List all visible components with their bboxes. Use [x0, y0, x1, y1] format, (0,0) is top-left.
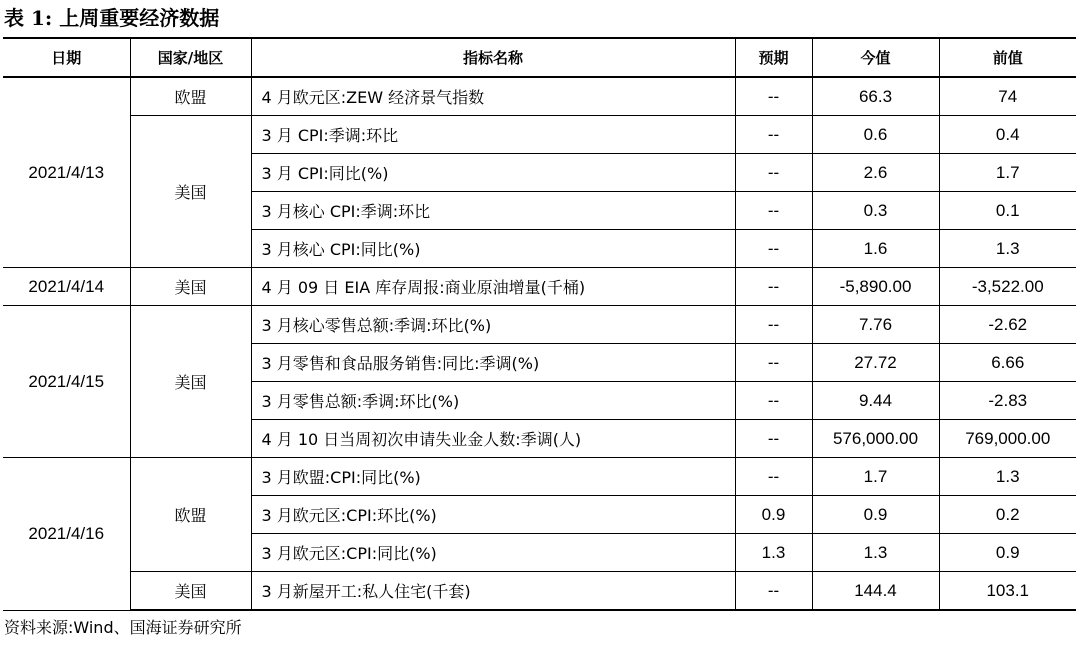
date-cell: 2021/4/14	[3, 268, 130, 306]
indicator-cell: 3 月核心零售总额:季调:环比(%)	[251, 306, 735, 344]
forecast-cell: --	[735, 116, 812, 154]
date-cell: 2021/4/16	[3, 458, 130, 611]
forecast-cell: --	[735, 420, 812, 458]
current-cell: 66.3	[812, 77, 939, 116]
economic-data-table	[3, 37, 1076, 611]
forecast-cell: --	[735, 382, 812, 420]
indicator-cell: 3 月零售总额:季调:环比(%)	[251, 382, 735, 420]
indicator-cell: 3 月欧元区:CPI:环比(%)	[251, 496, 735, 534]
region-cell: 欧盟	[130, 77, 251, 116]
previous-cell: -2.62	[939, 306, 1076, 344]
previous-cell: 1.7	[939, 154, 1076, 192]
table-row	[3, 458, 1076, 496]
forecast-cell: 1.3	[735, 534, 812, 572]
indicator-cell: 3 月核心 CPI:同比(%)	[251, 230, 735, 268]
indicator-cell: 3 月零售和食品服务销售:同比:季调(%)	[251, 344, 735, 382]
date-cell: 2021/4/13	[3, 77, 130, 268]
forecast-cell: 0.9	[735, 496, 812, 534]
forecast-cell: --	[735, 306, 812, 344]
indicator-cell: 4 月 09 日 EIA 库存周报:商业原油增量(千桶)	[251, 268, 735, 306]
current-cell: 576,000.00	[812, 420, 939, 458]
forecast-cell: --	[735, 572, 812, 611]
previous-cell: -2.83	[939, 382, 1076, 420]
indicator-cell: 4 月欧元区:ZEW 经济景气指数	[251, 77, 735, 116]
table-row	[3, 268, 1076, 306]
current-cell: 27.72	[812, 344, 939, 382]
region-cell: 美国	[130, 268, 251, 306]
table-row	[3, 77, 1076, 116]
header-row	[3, 38, 1076, 77]
forecast-cell: --	[735, 192, 812, 230]
region-cell: 美国	[130, 306, 251, 458]
previous-cell: 0.4	[939, 116, 1076, 154]
indicator-cell: 3 月 CPI:季调:环比	[251, 116, 735, 154]
forecast-cell: --	[735, 458, 812, 496]
header-indicator: 指标名称	[251, 38, 735, 77]
previous-cell: 0.2	[939, 496, 1076, 534]
current-cell: 0.6	[812, 116, 939, 154]
current-cell: 7.76	[812, 306, 939, 344]
date-cell: 2021/4/15	[3, 306, 130, 458]
indicator-cell: 3 月欧盟:CPI:同比(%)	[251, 458, 735, 496]
current-cell: 0.3	[812, 192, 939, 230]
header-previous: 前值	[939, 38, 1076, 77]
table-title: 表 1: 上周重要经济数据	[4, 6, 220, 30]
previous-cell: 1.3	[939, 458, 1076, 496]
previous-cell: 1.3	[939, 230, 1076, 268]
header-forecast: 预期	[735, 38, 812, 77]
forecast-cell: --	[735, 268, 812, 306]
region-cell: 美国	[130, 572, 251, 611]
header-current: 今值	[812, 38, 939, 77]
previous-cell: -3,522.00	[939, 268, 1076, 306]
previous-cell: 6.66	[939, 344, 1076, 382]
current-cell: 144.4	[812, 572, 939, 611]
previous-cell: 103.1	[939, 572, 1076, 611]
indicator-cell: 3 月 CPI:同比(%)	[251, 154, 735, 192]
header-region: 国家/地区	[130, 38, 251, 77]
forecast-cell: --	[735, 344, 812, 382]
region-cell: 欧盟	[130, 458, 251, 572]
current-cell: 9.44	[812, 382, 939, 420]
region-cell: 美国	[130, 116, 251, 268]
previous-cell: 769,000.00	[939, 420, 1076, 458]
indicator-cell: 3 月新屋开工:私人住宅(千套)	[251, 572, 735, 611]
current-cell: -5,890.00	[812, 268, 939, 306]
table-row	[3, 572, 1076, 611]
current-cell: 1.7	[812, 458, 939, 496]
indicator-cell: 3 月欧元区:CPI:同比(%)	[251, 534, 735, 572]
previous-cell: 0.9	[939, 534, 1076, 572]
previous-cell: 0.1	[939, 192, 1076, 230]
source-note: 资料来源:Wind、国海证券研究所	[4, 618, 242, 637]
table-row	[3, 116, 1076, 154]
current-cell: 1.6	[812, 230, 939, 268]
indicator-cell: 3 月核心 CPI:季调:环比	[251, 192, 735, 230]
current-cell: 0.9	[812, 496, 939, 534]
current-cell: 2.6	[812, 154, 939, 192]
forecast-cell: --	[735, 154, 812, 192]
header-date: 日期	[3, 38, 130, 77]
forecast-cell: --	[735, 77, 812, 116]
current-cell: 1.3	[812, 534, 939, 572]
table-row	[3, 306, 1076, 344]
indicator-cell: 4 月 10 日当周初次申请失业金人数:季调(人)	[251, 420, 735, 458]
forecast-cell: --	[735, 230, 812, 268]
previous-cell: 74	[939, 77, 1076, 116]
